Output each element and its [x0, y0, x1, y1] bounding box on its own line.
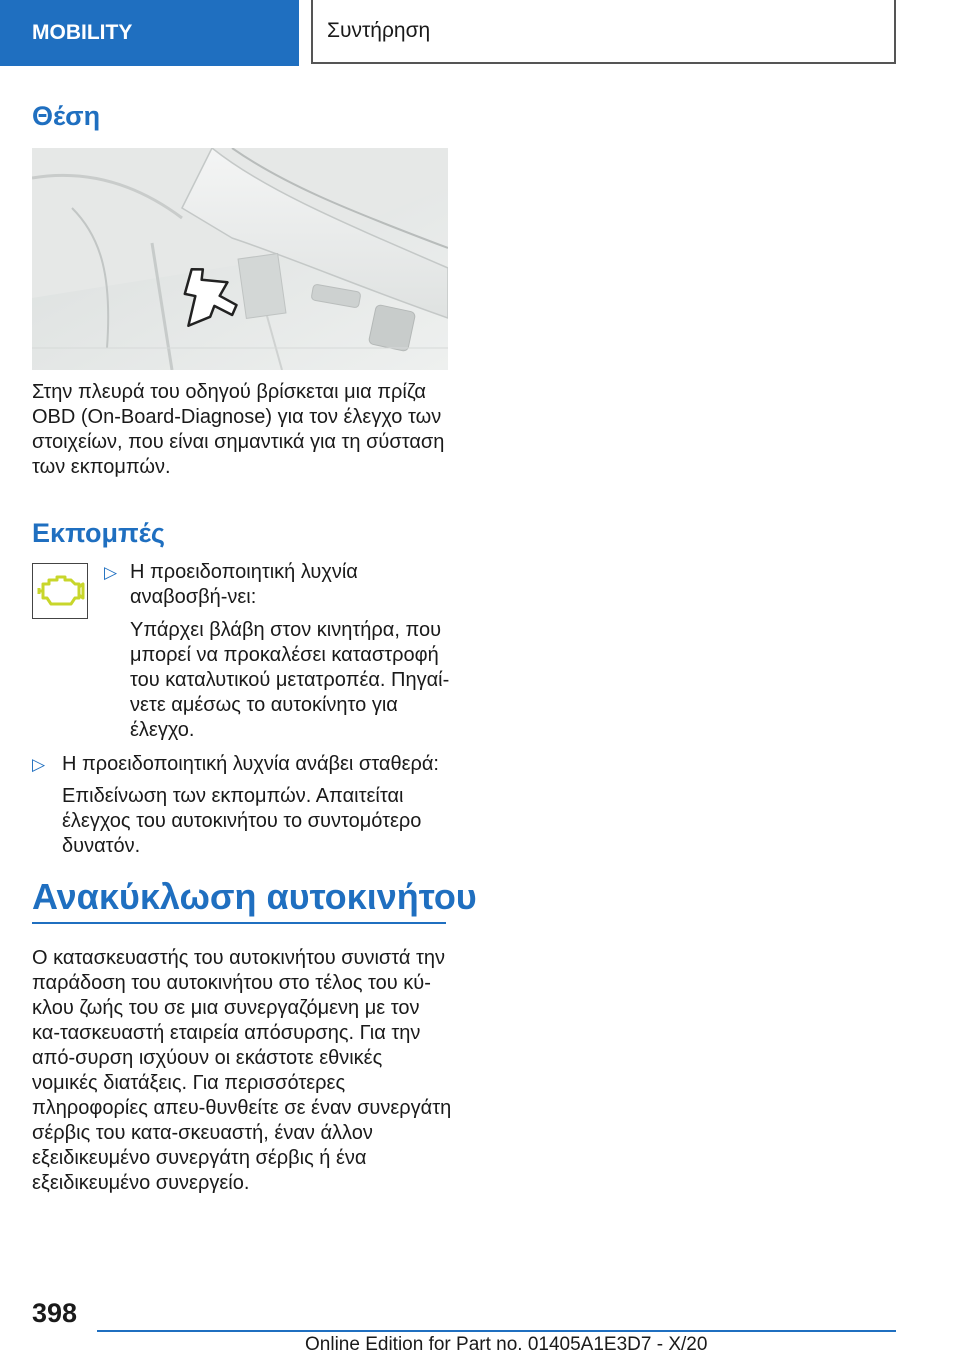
location-text: Στην πλευρά του οδηγού βρίσκεται μια πρίζα OBD (On-Board-Diagnose) για τον έλεγχο των στοιχείων, που είναι σημαντικά για τη σύσταση των εκπομπών.: [32, 381, 445, 478]
header-chapter-box: [311, 0, 896, 64]
obd-photo-illustration: [32, 148, 448, 370]
footer-edition: Online Edition for Part no. 01405A1E3D7 - X/20: [305, 1334, 708, 1355]
page-number: 398: [32, 1298, 78, 1328]
header-section-tab: [0, 0, 299, 66]
emissions-item-1-label: Η προειδοποιητική λυχνία αναβοσβή-νει:: [130, 561, 358, 608]
footer-rule: [97, 1330, 896, 1332]
header-section-label: MOBILITY: [32, 21, 133, 44]
emissions-item-1-bullet: ▷: [104, 563, 118, 582]
recycling-heading-rule: [32, 922, 446, 924]
engine-lamp-glyph: [33, 564, 87, 618]
emissions-item-1-detail: Υπάρχει βλάβη στον κινητήρα, που μπορεί να προκαλέσει καταστροφή του καταλυτικού μετατροπέα. Πηγαί-νετε αμέσως το αυτοκίνητο για έλεγχο.: [130, 619, 450, 741]
engine-check-warning-icon: [32, 563, 88, 619]
emissions-item-2-bullet: ▷: [32, 755, 46, 774]
obd-location-photo: [32, 148, 448, 370]
location-heading: Θέση: [32, 101, 101, 131]
recycling-text: Ο κατασκευαστής του αυτοκινήτου συνιστά την παράδοση του αυτοκινήτου στο τέλος του κύ-κλου ζωής του σε μια συνεργαζόμενη με τον κα-τασκευαστή εταιρεία απόσυρσης. Για την από-συρση ισχύουν οι εκάστοτε εθνικές νομικές διατάξεις. Για περισσότερες πληροφορίες απευ-θυνθείτε σε έναν συνεργάτη σέρβις του κατα-σκευαστή, έναν άλλον εξειδικευμένο συνεργάτη σέρβις ή ένα εξειδικευμένο συνεργείο.: [32, 947, 452, 1194]
recycling-heading: Ανακύκλωση αυτοκινήτου: [32, 876, 477, 917]
emissions-heading: Εκπομπές: [32, 518, 165, 548]
header-chapter-label: Συντήρηση: [327, 19, 431, 42]
emissions-item-2-label: Η προειδοποιητική λυχνία ανάβει σταθερά:: [62, 753, 439, 775]
emissions-item-2-detail: Επιδείνωση των εκπομπών. Απαιτείται έλεγχος του αυτοκινήτου το συντομότερο δυνατόν.: [62, 785, 422, 857]
